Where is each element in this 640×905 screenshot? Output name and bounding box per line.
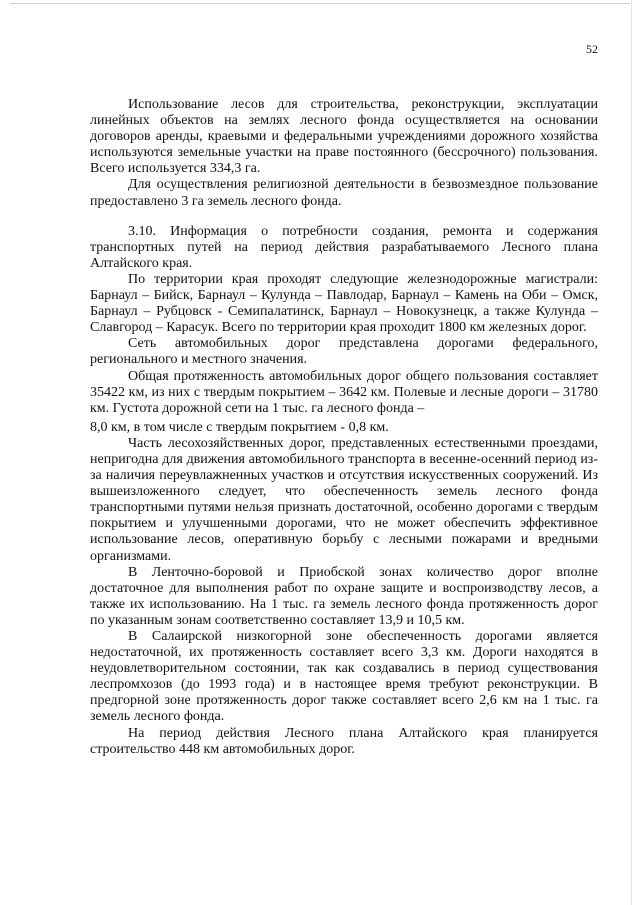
scan-edge-top: [10, 3, 630, 4]
paragraph-road-network: Сеть автомобильных дорог представлена дорогами федерального, регионального и местного значения.: [90, 336, 598, 368]
page-number: 52: [586, 42, 598, 56]
paragraph-railways: По территории края проходят следующие железнодорожные магистрали: Барнаул – Бийск, Барнаул – Кулунда – Павлодар, Барнаул – Камень на Оби – Омск, Барнаул – Рубцовск - Семипалатинск, Барнаул – Новокузнецк, а также Кулунда – Славгород – Карасук. Всего по территории края проходит 1800 км железных дорог.: [90, 271, 598, 336]
paragraph-forest-roads: Часть лесохозяйственных дорог, представленных естественными проездами, непригодна для движения автомобильного транспорта в весенне-осенний период из-за наличия переувлажненных участков и отсутствия искусственных сооружений. Из вышеизложенного следует, что обеспеченность земель лесного фонда транспортными путями нельзя признать достаточной, особенно дорогами с твердым покрытием и улучшенными дорогами, что не может обеспечить эффективное использование лесов, оперативную борьбу с лесными пожарами и вредными организмами.: [90, 435, 598, 564]
paragraph-religious-use: Для осуществления религиозной деятельности в безвозмездное пользование предоставлено 3 га земель лесного фонда.: [90, 177, 598, 209]
document-body: [90, 97, 598, 758]
paragraph-road-length: Общая протяженность автомобильных дорог общего пользования составляет 35422 км, из них с твердым покрытием – 3642 км. Полевые и лесные дороги – 31780 км. Густота дорожной сети на 1 тыс. га лесного фонда –: [90, 368, 598, 416]
paragraph-gap: [90, 210, 598, 224]
paragraph-road-density: 8,0 км, в том числе с твердым покрытием - 0,8 км.: [90, 419, 389, 435]
paragraph-ribbon-pine-zones: В Ленточно-боровой и Приобской зонах количество дорог вполне достаточное для выполнения работ по охране защите и воспроизводству лесов, а также их использованию. На 1 тыс. га земель лесного фонда протяженность дорог по указанным зонам соответственно составляет 13,9 и 10,5 км.: [90, 564, 598, 628]
scan-edge-right: [631, 0, 632, 905]
section-heading-3-10: 3.10. Информация о потребности создания, ремонта и содержания транспортных путей на период действия разрабатываемого Лесного плана Алтайского края.: [90, 223, 598, 271]
paragraph-linear-objects: Использование лесов для строительства, реконструкции, эксплуатации линейных объектов на землях лесного фонда осуществляется на основании договоров аренды, краевыми и федеральными учреждениями дорожного хозяйства используются земельные участки на праве постоянного (бессрочного) пользования. Всего используется 334,3 га.: [90, 97, 598, 177]
paragraph-salair-zone: В Салаирской низкогорной зоне обеспеченность дорогами является недостаточной, их протяженность составляет всего 3,3 км. Дороги находятся в неудовлетворительном состоянии, так как создавались в период существования леспромхозов (до 1993 года) и в настоящее время требуют реконструкции. В предгорной зоне протяженность дорог также составляет всего 2,6 км на 1 тыс. га земель лесного фонда.: [90, 629, 598, 725]
paragraph-road-construction-plan: На период действия Лесного плана Алтайского края планируется строительство 448 км автомобильных дорог.: [90, 725, 598, 757]
